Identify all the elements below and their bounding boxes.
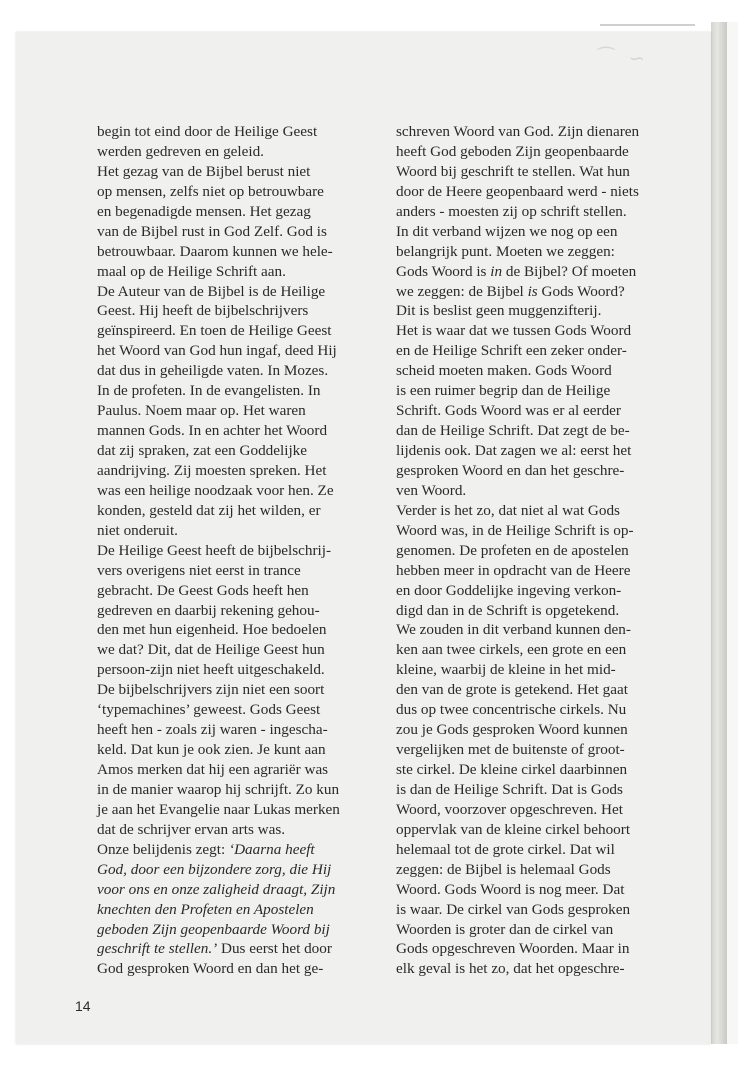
text-line: lijdenis ook. Dat zagen we al: eerst het [396, 442, 632, 459]
text-fragment: de Bijbel? Of moeten [502, 262, 637, 280]
text-fragment: Gods Woord is [396, 262, 491, 280]
text-line: kleine, waarbij de kleine in het mid- [396, 661, 616, 679]
text-line: dat dus in geheiligde vaten. In Mozes. [97, 362, 329, 380]
text-line: We zouden in dit verband kunnen den- [396, 621, 631, 639]
text-line: Geest. Hij heeft de bijbelschrijvers [97, 302, 309, 320]
text-line: Verder is het zo, dat niet al wat Gods [396, 501, 620, 519]
text-line: begin tot eind door de Heilige Geest [97, 123, 318, 140]
quote-intro: Onze belijdenis zegt: [97, 840, 230, 858]
text-line: het Woord van God hun ingaf, deed Hij [97, 342, 337, 360]
text-line: scheid moeten maken. Gods Woord [396, 362, 612, 380]
text-line: heeft God geboden Zijn geopenbaarde [396, 142, 629, 160]
text-fragment: we zeggen: de Bijbel [396, 282, 528, 300]
text-line: mannen Gods. In en achter het Woord [97, 422, 328, 440]
text-line: Woord was, in de Heilige Schrift is op- [396, 521, 634, 539]
right-column [396, 122, 676, 979]
text-line: De bijbelschrijvers zijn niet een soort [97, 681, 325, 699]
emphasis: in [490, 262, 503, 280]
emphasis: is [527, 282, 538, 300]
quote-text: ‘Daarna heeft [229, 840, 315, 858]
book-spine [711, 22, 727, 1044]
text-line [396, 282, 676, 302]
text-line: was een heilige noodzaak voor hen. Ze [97, 481, 334, 499]
text-line: dus op twee concentrische cirkels. Nu [396, 701, 627, 719]
text-line: ken aan twee cirkels, een grote en een [396, 641, 627, 659]
text-line: helemaal tot de grote cirkel. Dat wil [396, 840, 615, 858]
text-line: ‘typemachines’ geweest. Gods Geest [97, 701, 321, 719]
text-line: is waar. De cirkel van Gods gesproken [396, 900, 631, 918]
text-line: Amos merken dat hij een agrariër was [97, 761, 329, 778]
text-line: gesproken Woord en dan het geschre- [396, 461, 625, 479]
text-line: De Heilige Geest heeft de bijbelschrij- [97, 541, 332, 559]
text-line: schreven Woord van God. Zijn dienaren [396, 123, 640, 140]
text-line: geïnspireerd. En toen de Heilige Geest [97, 322, 332, 340]
quote-line [97, 939, 372, 959]
text-line: In de profeten. In de evangelisten. In [97, 382, 321, 400]
text-line: door de Heere geopenbaard werd - niets [396, 182, 639, 200]
spine-edge [727, 22, 738, 1044]
text-line: van de Bijbel rust in God Zelf. God is [97, 222, 327, 240]
text-line: genomen. De profeten en de apostelen [396, 541, 629, 559]
text-line: Dit is beslist geen muggenzifterij. [396, 302, 602, 320]
text-line: maal op de Heilige Schrift aan. [97, 262, 286, 280]
text-line: Woord, voorzover opgeschreven. Het [396, 800, 623, 818]
text-line: God gesproken Woord en dan het ge- [97, 960, 324, 978]
text-line: heeft hen - zoals zij waren - ingescha- [97, 721, 328, 739]
text-line: In dit verband wijzen we nog op een [396, 222, 618, 240]
text-line: is dan de Heilige Schrift. Dat is Gods [396, 780, 623, 798]
text-line: zeggen: de Bijbel is helemaal Gods [396, 860, 611, 878]
text-line: en de Heilige Schrift een zeker onder- [396, 342, 627, 360]
text-line: Gods opgeschreven Woorden. Maar in [396, 940, 630, 958]
text-line: konden, gesteld dat zij het wilden, er [97, 501, 321, 519]
text-line: elk geval is het zo, dat het opgeschre- [396, 960, 625, 978]
text-line: Woorden is groter dan de cirkel van [396, 920, 614, 938]
text-line: dat zij spraken, zat een Goddelijke [97, 442, 308, 459]
text-line: oppervlak van de kleine cirkel behoort [396, 820, 631, 838]
text-line: vergelijken met de buitenste of groot- [396, 741, 625, 759]
text-line: op mensen, zelfs niet op betrouwbare [97, 182, 324, 200]
text-line [396, 262, 676, 282]
text-line: werden gedreven en geleid. [97, 142, 264, 160]
text-line: gedreven en daarbij rekening gehou- [97, 601, 320, 619]
quote-line: voor ons en onze zaligheid draagt, Zijn [97, 880, 336, 898]
text-line: vers overigens niet eerst in trance [97, 561, 301, 579]
quote-after: Dus eerst het door [217, 940, 332, 958]
text-line: dat de schrijver ervan arts was. [97, 820, 286, 838]
text-line: gebracht. De Geest Gods heeft hen [97, 581, 309, 599]
text-line: ste cirkel. De kleine cirkel daarbinnen [396, 761, 628, 778]
text-line: Woord bij geschrift te stellen. Wat hun [396, 162, 630, 180]
text-line: en begenadigde mensen. Het gezag [97, 202, 311, 220]
text-line: den van de grote is getekend. Het gaat [396, 681, 628, 699]
text-line: den met hun eigenheid. Hoe bedoelen [97, 621, 327, 639]
text-line: hebben meer in opdracht van de Heere [396, 561, 631, 579]
text-line: aandrijving. Zij moesten spreken. Het [97, 461, 327, 479]
text-line: betrouwbaar. Daarom kunnen we hele- [97, 242, 333, 260]
text-line: ven Woord. [396, 481, 467, 499]
text-line: Paulus. Noem maar op. Het waren [97, 402, 306, 420]
text-line: keld. Dat kun je ook zien. Je kunt aan [97, 741, 326, 759]
text-line: we dat? Dit, dat de Heilige Geest hun [97, 641, 325, 659]
text-line: Het is waar dat we tussen Gods Woord [396, 322, 632, 340]
text-line: dan de Heilige Schrift. Dat zegt de be- [396, 422, 630, 440]
text-line: niet onderuit. [97, 521, 178, 539]
text-line: Het gezag van de Bijbel berust niet [97, 162, 311, 180]
left-column [97, 122, 372, 979]
quote-line: knechten den Profeten en Apostelen [97, 900, 314, 918]
text-fragment: Gods Woord? [537, 282, 625, 300]
text-line: en door Goddelijke ingeving verkon- [396, 581, 622, 599]
text-line: persoon-zijn niet heeft uitgeschakeld. [97, 661, 325, 679]
text-line: Woord. Gods Woord is nog meer. Dat [396, 880, 625, 898]
quote-line: geboden Zijn geopenbaarde Woord bij [97, 920, 330, 938]
bleed-through-mark: ⁀ ∽ [598, 46, 650, 70]
text-line: belangrijk punt. Moeten we zeggen: [396, 242, 615, 260]
text-line: Schrift. Gods Woord was er al eerder [396, 402, 621, 420]
text-line: anders - moesten zij op schrift stellen. [396, 202, 627, 220]
text-line: in de manier waarop hij schrijft. Zo kun [97, 780, 340, 798]
top-edge-mark [600, 24, 695, 26]
text-line: is een ruimer begrip dan de Heilige [396, 382, 611, 400]
text-line: je aan het Evangelie naar Lukas merken [97, 800, 340, 818]
quote-text: geschrift te stellen.’ [97, 940, 218, 958]
page-number: 14 [75, 998, 91, 1014]
text-line: digd dan in de Schrift is opgetekend. [396, 601, 620, 619]
text-line: De Auteur van de Bijbel is de Heilige [97, 282, 326, 300]
quote-line: God, door een bijzondere zorg, die Hij [97, 860, 332, 878]
text-line: zou je Gods gesproken Woord kunnen [396, 721, 628, 739]
quote-line [97, 840, 372, 860]
